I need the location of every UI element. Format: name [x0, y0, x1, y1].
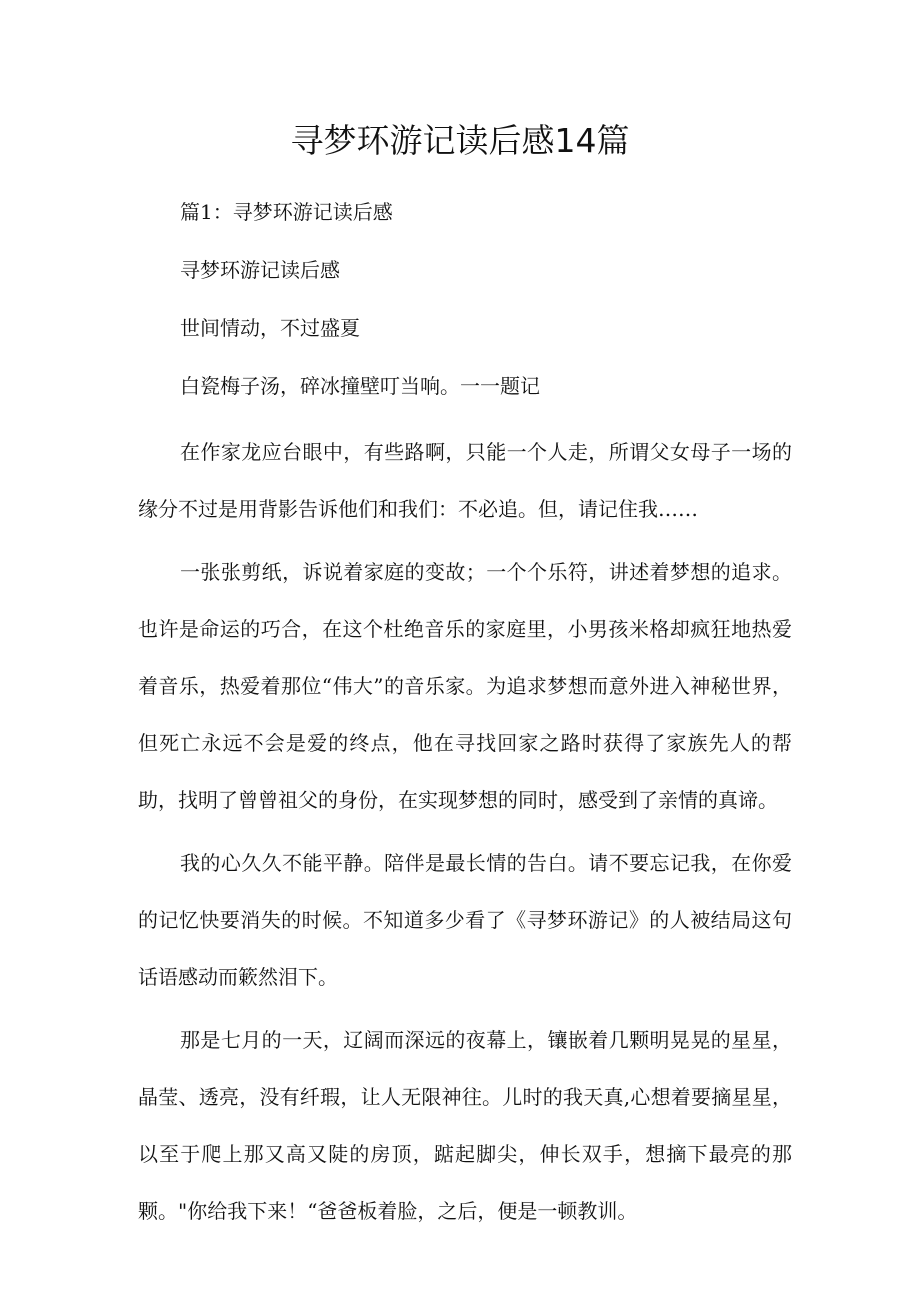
- section-heading: 篇1：寻梦环游记读后感: [180, 200, 393, 224]
- paragraph-1: 在作家龙应台眼中，有些路啊，只能一个人走，所谓父女母子一场的缘分不过是用背影告诉他们和我们：不必追。但，请记住我……: [138, 440, 792, 521]
- epigraph-line: 白瓷梅子汤，碎冰撞壁叮当响。一一题记: [180, 374, 540, 398]
- paragraph-4: 那是七月的一天，辽阔而深远的夜幕上，镶嵌着几颗明晃晃的星星，晶莹、透亮，没有纤瑕，让人无限神往。儿时的我天真,心想着要摘星星，以至于爬上那又高又陡的房顶，踮起脚尖，伸长双手，想摘下最亮的那颗。"你给我下来！“爸爸板着脸，之后，便是一顿教训。: [138, 1028, 792, 1223]
- document-title: 寻梦环游记读后感14篇: [290, 121, 630, 160]
- article-title: 寻梦环游记读后感: [180, 258, 340, 282]
- document-body: [138, 192, 792, 1240]
- paragraph-2: 一张张剪纸，诉说着家庭的变故；一个个乐符，讲述着梦想的追求。也许是命运的巧合，在这个杜绝音乐的家庭里，小男孩米格却疯狂地热爱着音乐，热爱着那位“伟大”的音乐家。为追求梦想而意外进入神秘世界，但死亡永远不会是爱的终点，他在寻找回家之路时获得了家族先人的帮助，找明了曾曾祖父的身份，在实现梦想的同时，感受到了亲情的真谛。: [138, 560, 792, 812]
- subtitle-line: 世间情动，不过盛夏: [180, 316, 360, 340]
- paragraph-3: 我的心久久不能平静。陪伴是最长情的告白。请不要忘记我，在你爱的记忆快要消失的时候。不知道多少看了《寻梦环游记》的人被结局这句话语感动而簌然泪下。: [138, 851, 792, 989]
